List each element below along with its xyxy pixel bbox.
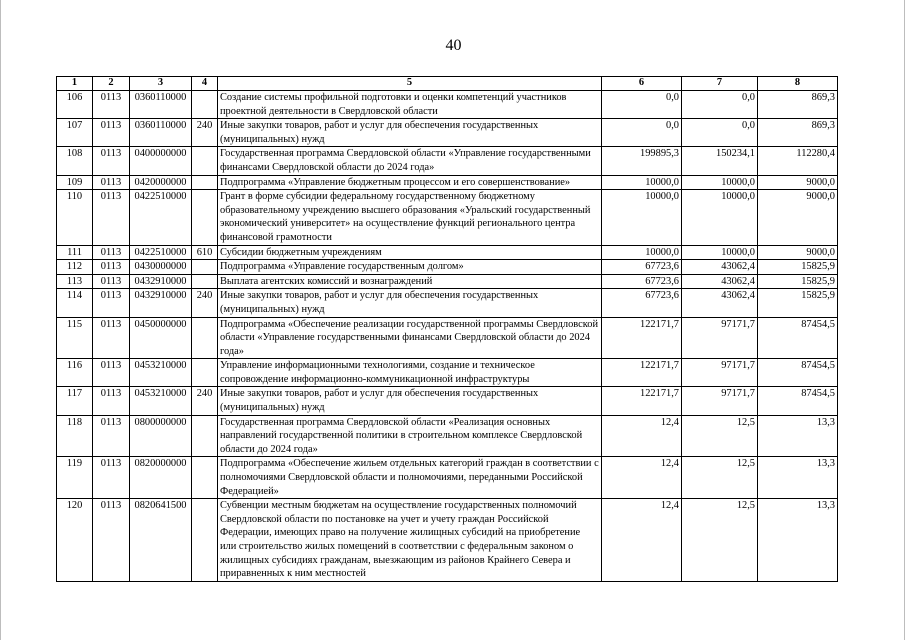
- amount-year-1-cell: 0,0: [602, 119, 682, 147]
- amount-year-1-cell: 0,0: [602, 91, 682, 119]
- amount-year-1-cell: 122171,7: [602, 359, 682, 387]
- target-code-cell: 0453210000: [130, 359, 192, 387]
- target-code-cell: 0432910000: [130, 274, 192, 289]
- amount-year-3-cell: 15825,9: [758, 289, 838, 317]
- column-header: 4: [192, 77, 218, 91]
- amount-year-3-cell: 869,3: [758, 91, 838, 119]
- table-row: [57, 91, 838, 119]
- section-code-cell: 0113: [93, 359, 130, 387]
- section-code-cell: 0113: [93, 387, 130, 415]
- expense-type-cell: [192, 147, 218, 175]
- target-code-cell: 0820000000: [130, 457, 192, 499]
- amount-year-3-cell: 112280,4: [758, 147, 838, 175]
- amount-year-2-cell: 12,5: [682, 499, 758, 582]
- amount-year-2-cell: 12,5: [682, 415, 758, 457]
- amount-year-3-cell: 87454,5: [758, 317, 838, 359]
- amount-year-3-cell: 9000,0: [758, 190, 838, 245]
- expense-type-cell: [192, 190, 218, 245]
- table-row: [57, 147, 838, 175]
- amount-year-1-cell: 67723,6: [602, 260, 682, 275]
- expense-type-cell: [192, 317, 218, 359]
- item-name-cell: Подпрограмма «Обеспечение реализации государственной программы Свердловской области «Управление государственными финансами Свердловской области до 2024 года»: [218, 317, 602, 359]
- section-code-cell: 0113: [93, 190, 130, 245]
- row-number-cell: 118: [57, 415, 93, 457]
- item-name-cell: Иные закупки товаров, работ и услуг для обеспечения государственных (муниципальных) нужд: [218, 119, 602, 147]
- section-code-cell: 0113: [93, 260, 130, 275]
- table-row: [57, 289, 838, 317]
- item-name-cell: Иные закупки товаров, работ и услуг для обеспечения государственных (муниципальных) нужд: [218, 387, 602, 415]
- row-number-cell: 107: [57, 119, 93, 147]
- amount-year-3-cell: 87454,5: [758, 359, 838, 387]
- amount-year-1-cell: 10000,0: [602, 245, 682, 260]
- amount-year-3-cell: 15825,9: [758, 260, 838, 275]
- amount-year-2-cell: 97171,7: [682, 359, 758, 387]
- expense-type-cell: [192, 175, 218, 190]
- target-code-cell: 0400000000: [130, 147, 192, 175]
- column-header: 1: [57, 77, 93, 91]
- amount-year-2-cell: 43062,4: [682, 274, 758, 289]
- row-number-cell: 106: [57, 91, 93, 119]
- item-name-cell: Государственная программа Свердловской области «Управление государственными финансами Свердловской области до 2024 года»: [218, 147, 602, 175]
- section-code-cell: 0113: [93, 317, 130, 359]
- amount-year-2-cell: 0,0: [682, 119, 758, 147]
- expense-type-cell: [192, 91, 218, 119]
- target-code-cell: 0420000000: [130, 175, 192, 190]
- budget-table: [56, 76, 838, 582]
- column-header: 6: [602, 77, 682, 91]
- table-row: [57, 274, 838, 289]
- section-code-cell: 0113: [93, 119, 130, 147]
- target-code-cell: 0800000000: [130, 415, 192, 457]
- amount-year-2-cell: 10000,0: [682, 175, 758, 190]
- amount-year-2-cell: 43062,4: [682, 260, 758, 275]
- table-row: [57, 119, 838, 147]
- row-number-cell: 113: [57, 274, 93, 289]
- amount-year-1-cell: 122171,7: [602, 317, 682, 359]
- target-code-cell: 0450000000: [130, 317, 192, 359]
- target-code-cell: 0820641500: [130, 499, 192, 582]
- expense-type-cell: [192, 499, 218, 582]
- row-number-cell: 114: [57, 289, 93, 317]
- amount-year-2-cell: 0,0: [682, 91, 758, 119]
- row-number-cell: 117: [57, 387, 93, 415]
- amount-year-3-cell: 9000,0: [758, 175, 838, 190]
- amount-year-2-cell: 10000,0: [682, 190, 758, 245]
- section-code-cell: 0113: [93, 274, 130, 289]
- expense-type-cell: 610: [192, 245, 218, 260]
- amount-year-1-cell: 67723,6: [602, 274, 682, 289]
- amount-year-3-cell: 13,3: [758, 457, 838, 499]
- page-number: 40: [445, 37, 462, 54]
- table-row: [57, 260, 838, 275]
- amount-year-3-cell: 87454,5: [758, 387, 838, 415]
- section-code-cell: 0113: [93, 457, 130, 499]
- expense-type-cell: 240: [192, 387, 218, 415]
- item-name-cell: Выплата агентских комиссий и вознаграждений: [218, 274, 602, 289]
- item-name-cell: Создание системы профильной подготовки и оценки компетенций участников проектной деятельности в Свердловской области: [218, 91, 602, 119]
- row-number-cell: 108: [57, 147, 93, 175]
- expense-type-cell: [192, 415, 218, 457]
- item-name-cell: Подпрограмма «Обеспечение жильем отдельных категорий граждан в соответствии с полномочиями Свердловской области и полномочиями, переданными Российской Федерацией»: [218, 457, 602, 499]
- amount-year-3-cell: 13,3: [758, 499, 838, 582]
- target-code-cell: 0422510000: [130, 245, 192, 260]
- amount-year-2-cell: 12,5: [682, 457, 758, 499]
- item-name-cell: Подпрограмма «Управление бюджетным процессом и его совершенствование»: [218, 175, 602, 190]
- table-row: [57, 457, 838, 499]
- amount-year-1-cell: 12,4: [602, 457, 682, 499]
- item-name-cell: Грант в форме субсидии федеральному государственному бюджетному образовательному учреждению высшего образования «Уральский государственный экономический университет» на осуществление функций регионального центра финансовой грамотности: [218, 190, 602, 245]
- target-code-cell: 0453210000: [130, 387, 192, 415]
- amount-year-1-cell: 12,4: [602, 415, 682, 457]
- amount-year-2-cell: 97171,7: [682, 387, 758, 415]
- amount-year-3-cell: 15825,9: [758, 274, 838, 289]
- section-code-cell: 0113: [93, 289, 130, 317]
- row-number-cell: 116: [57, 359, 93, 387]
- amount-year-3-cell: 869,3: [758, 119, 838, 147]
- section-code-cell: 0113: [93, 499, 130, 582]
- column-header: 8: [758, 77, 838, 91]
- table-row: [57, 499, 838, 582]
- section-code-cell: 0113: [93, 91, 130, 119]
- expense-type-cell: [192, 260, 218, 275]
- table-row: [57, 175, 838, 190]
- table-row: [57, 245, 838, 260]
- amount-year-1-cell: 199895,3: [602, 147, 682, 175]
- table-row: [57, 190, 838, 245]
- target-code-cell: 0430000000: [130, 260, 192, 275]
- table-row: [57, 359, 838, 387]
- target-code-cell: 0432910000: [130, 289, 192, 317]
- target-code-cell: 0360110000: [130, 91, 192, 119]
- expense-type-cell: [192, 359, 218, 387]
- row-number-cell: 109: [57, 175, 93, 190]
- row-number-cell: 119: [57, 457, 93, 499]
- expense-type-cell: [192, 274, 218, 289]
- amount-year-1-cell: 10000,0: [602, 175, 682, 190]
- expense-type-cell: 240: [192, 119, 218, 147]
- column-header: 3: [130, 77, 192, 91]
- amount-year-2-cell: 150234,1: [682, 147, 758, 175]
- amount-year-1-cell: 10000,0: [602, 190, 682, 245]
- expense-type-cell: [192, 457, 218, 499]
- row-number-cell: 110: [57, 190, 93, 245]
- amount-year-1-cell: 122171,7: [602, 387, 682, 415]
- item-name-cell: Подпрограмма «Управление государственным долгом»: [218, 260, 602, 275]
- amount-year-2-cell: 10000,0: [682, 245, 758, 260]
- item-name-cell: Иные закупки товаров, работ и услуг для обеспечения государственных (муниципальных) нужд: [218, 289, 602, 317]
- column-header: 5: [218, 77, 602, 91]
- item-name-cell: Управление информационными технологиями, создание и техническое сопровождение информационно-коммуникационной инфраструктуры: [218, 359, 602, 387]
- item-name-cell: Субвенции местным бюджетам на осуществление государственных полномочий Свердловской области по постановке на учет и учету граждан Российской Федерации, имеющих право на получение жилищных субсидий на приобретение или строительство жилых помещений в соответствии с федеральным законом о жилищных субсидиях гражданам, выезжающим из районов Крайнего Севера и приравненных к ним местностей: [218, 499, 602, 582]
- section-code-cell: 0113: [93, 415, 130, 457]
- target-code-cell: 0422510000: [130, 190, 192, 245]
- amount-year-1-cell: 12,4: [602, 499, 682, 582]
- column-header: 2: [93, 77, 130, 91]
- section-code-cell: 0113: [93, 175, 130, 190]
- table-header-row: [57, 77, 838, 91]
- amount-year-2-cell: 97171,7: [682, 317, 758, 359]
- expense-type-cell: 240: [192, 289, 218, 317]
- row-number-cell: 112: [57, 260, 93, 275]
- table-row: [57, 387, 838, 415]
- table-row: [57, 415, 838, 457]
- column-header: 7: [682, 77, 758, 91]
- item-name-cell: Субсидии бюджетным учреждениям: [218, 245, 602, 260]
- amount-year-1-cell: 67723,6: [602, 289, 682, 317]
- amount-year-3-cell: 9000,0: [758, 245, 838, 260]
- section-code-cell: 0113: [93, 147, 130, 175]
- amount-year-2-cell: 43062,4: [682, 289, 758, 317]
- row-number-cell: 120: [57, 499, 93, 582]
- target-code-cell: 0360110000: [130, 119, 192, 147]
- row-number-cell: 111: [57, 245, 93, 260]
- row-number-cell: 115: [57, 317, 93, 359]
- amount-year-3-cell: 13,3: [758, 415, 838, 457]
- item-name-cell: Государственная программа Свердловской области «Реализация основных направлений государственной политики в строительном комплексе Свердловской области до 2024 года»: [218, 415, 602, 457]
- section-code-cell: 0113: [93, 245, 130, 260]
- table-row: [57, 317, 838, 359]
